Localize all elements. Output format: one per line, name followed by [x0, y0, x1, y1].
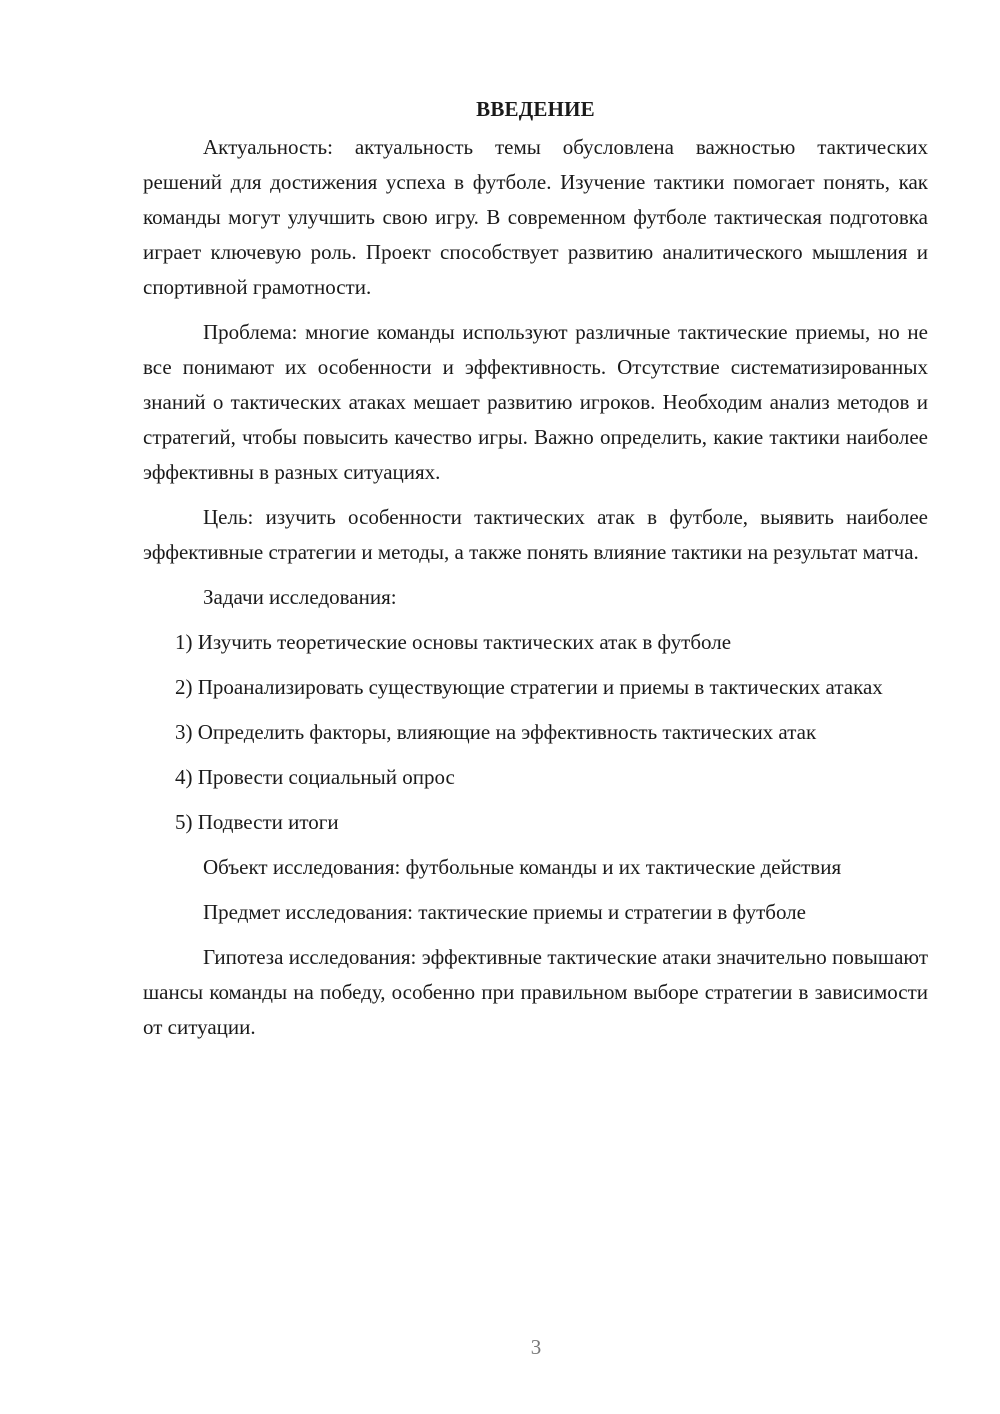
problem-paragraph: Проблема: многие команды используют различные тактические приемы, но не все понимают их особенности и эффективность. Отсутствие систематизированных знаний о тактических атаках мешает развитию игроков. Необходим анализ методов и стратегий, чтобы повысить качество игры. Важно определить, какие тактики наиболее эффективны в разных ситуациях.: [143, 320, 928, 484]
task-item-2: 2) Проанализировать существующие стратегии и приемы в тактических атаках: [175, 675, 883, 699]
task-item-4: 4) Провести социальный опрос: [175, 765, 455, 789]
subject-paragraph: Предмет исследования: тактические приемы и стратегии в футболе: [203, 900, 806, 924]
task-item-3: 3) Определить факторы, влияющие на эффективность тактических атак: [175, 720, 817, 744]
object-paragraph: Объект исследования: футбольные команды и их тактические действия: [203, 855, 842, 879]
task-item-1: 1) Изучить теоретические основы тактических атак в футболе: [175, 630, 732, 654]
goal-paragraph: Цель: изучить особенности тактических атак в футболе, выявить наиболее эффективные стратегии и методы, а также понять влияние тактики на результат матча.: [143, 505, 928, 564]
relevance-paragraph: Актуальность: актуальность темы обусловлена важностью тактических решений для достижения успеха в футболе. Изучение тактики помогает понять, как команды могут улучшить свою игру. В современном футболе тактическая подготовка играет ключевую роль. Проект способствует развитию аналитического мышления и спортивной грамотности.: [143, 135, 928, 299]
tasks-heading: Задачи исследования:: [203, 585, 397, 609]
page-title: ВВЕДЕНИЕ: [476, 97, 595, 121]
hypothesis-paragraph: Гипотеза исследования: эффективные тактические атаки значительно повышают шансы команды на победу, особенно при правильном выборе стратегии в зависимости от ситуации.: [143, 945, 928, 1039]
task-item-5: 5) Подвести итоги: [175, 810, 339, 834]
page-number: 3: [530, 1335, 542, 1359]
document-page: [143, 92, 928, 1045]
